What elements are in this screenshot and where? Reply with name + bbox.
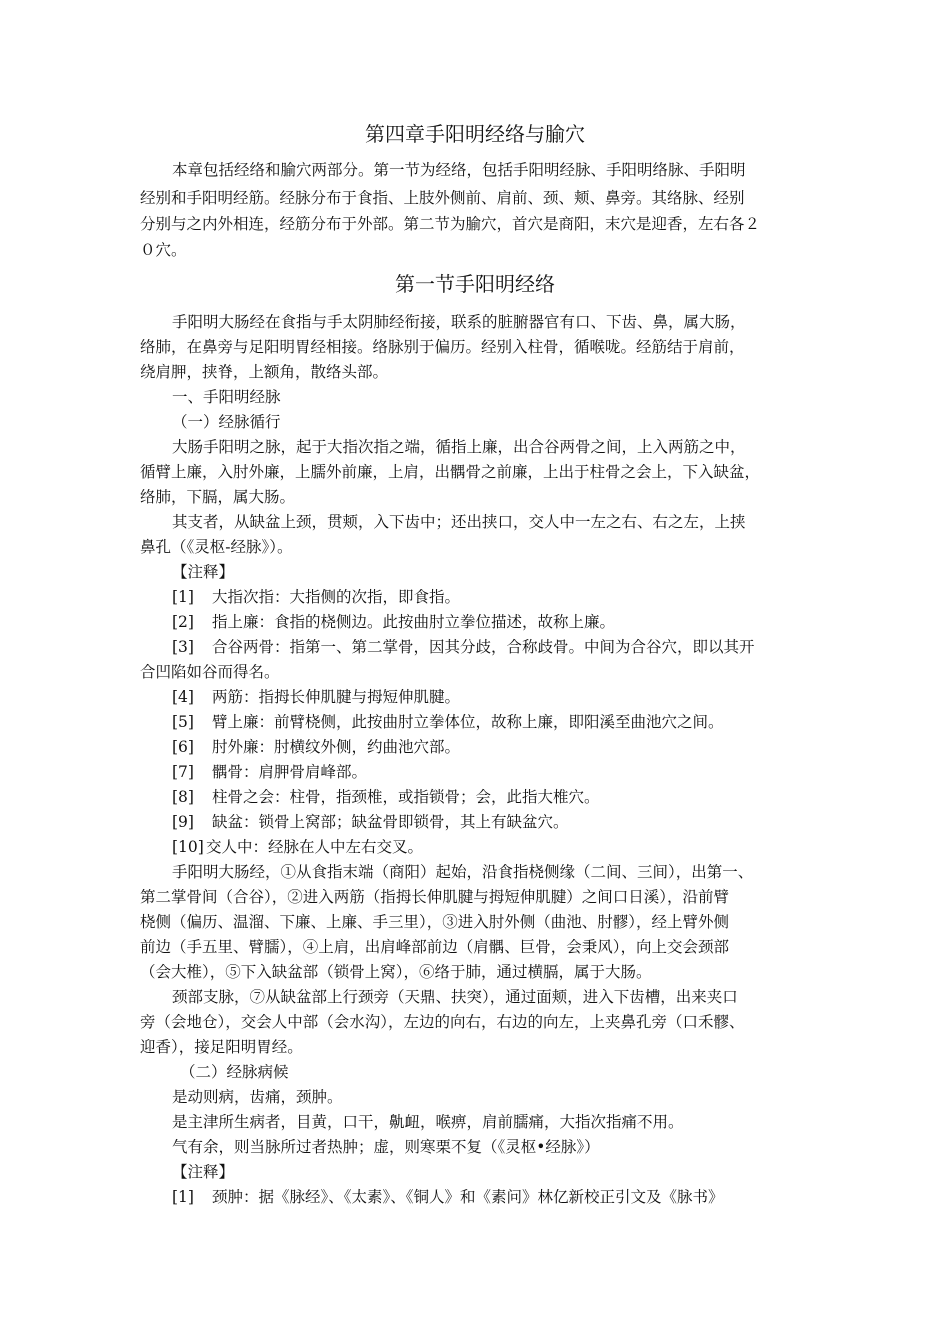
note-text: 指上廉：食指的桡侧边。此按曲肘立拳位描述，故称上廉。 (212, 613, 616, 631)
classic-line: 大肠手阳明之脉，起于大指次指之端，循指上廉，出合谷两骨之间，上入两筋之中， (172, 438, 746, 456)
disease-line: 气有余，则当脉所过者热肿；虚，则寒栗不复（《灵枢•经脉》） (172, 1138, 600, 1156)
note-item (172, 635, 830, 659)
explain-line: （会大椎），⑤下入缺盆部（锁骨上窝），⑥络于肺，通过横膈，属于大肠。 (140, 963, 652, 981)
note-text: 交人中：经脉在人中左右交叉。 (206, 838, 424, 856)
section-intro-line: 络肺，在鼻旁与足阳明胃经相接。络脉别于偏历。经别入柱骨，循喉咙。经筋结于肩前， (140, 338, 745, 356)
note-number: [7] (172, 763, 194, 781)
explain-line: 前边（手五里、臂臑），④上肩，出肩峰部前边（肩髃、巨骨，会秉风），向上交会颈部 (140, 938, 730, 956)
note-text: 肘外廉：肘横纹外侧，约曲池穴部。 (212, 738, 461, 756)
intro-line: 本章包括经络和腧穴两部分。第一节为经络，包括手阳明经脉、手阳明络脉、手阳明 (172, 161, 746, 179)
note-number: [10] (172, 838, 204, 856)
note-item (172, 735, 830, 759)
section-intro-line: 绕肩胛，挟脊，上额角，散络头部。 (140, 363, 389, 381)
notes-heading: 【注释】 (172, 1163, 235, 1181)
classic-line: 络肺，下膈，属大肠。 (140, 488, 296, 506)
note-number: [6] (172, 738, 194, 756)
subheading: 一、手阳明经脉 (172, 388, 281, 406)
note-text: 合谷两骨：指第一、第二掌骨，因其分歧，合称歧骨。中间为合谷穴，即以其开 (212, 638, 755, 656)
note-item (172, 710, 830, 734)
intro-line: ０穴。 (140, 241, 187, 259)
note-text: 臂上廉：前臂桡侧，此按曲肘立拳体位，故称上廉，即阳溪至曲池穴之间。 (212, 713, 724, 731)
section-intro-line: 手阳明大肠经在食指与手太阴肺经衔接，联系的脏腑器官有口、下齿、鼻，属大肠， (172, 313, 746, 331)
branch-line: 其支者，从缺盆上颈，贯颊，入下齿中；还出挟口，交人中一左之右、右之左，上挟 (172, 513, 746, 531)
note-item (172, 785, 830, 809)
note-item (172, 810, 830, 834)
subheading: （一）经脉循行 (172, 413, 281, 431)
intro-line: 分别与之内外相连，经筋分布于外部。第二节为腧穴，首穴是商阳，末穴是迎香，左右各２ (140, 215, 761, 233)
note-number: [2] (172, 613, 194, 631)
branch-explain-line: 颈部支脉，⑦从缺盆部上行颈旁（天鼎、扶突），通过面颊，进入下齿槽，出来夹口 (172, 988, 738, 1006)
subheading: （二）经脉病候 (180, 1063, 289, 1081)
notes-heading: 【注释】 (172, 563, 235, 581)
branch-line: 鼻孔（《灵枢-经脉》）。 (140, 538, 293, 556)
note-item (172, 610, 830, 634)
note-text: 颈肿：据《脉经》、《太素》、《铜人》和《素问》林亿新校正引文及《脉书》 (212, 1188, 724, 1206)
note-number: [9] (172, 813, 194, 831)
note-number: [1] (172, 588, 194, 606)
branch-explain-line: 迎香），接足阳明胃经。 (140, 1038, 303, 1056)
note-continuation: 合凹陷如谷而得名。 (140, 663, 280, 681)
note-item (172, 585, 830, 609)
note-number: [3] (172, 638, 194, 656)
branch-explain-line: 旁（会地仓），交会人中部（会水沟），左边的向右，右边的向左，上夹鼻孔旁（口禾髎、 (140, 1013, 745, 1031)
note-item (172, 760, 830, 784)
note-number: [8] (172, 788, 194, 806)
note-text: 缺盆：锁骨上窝部；缺盆骨即锁骨，其上有缺盆穴。 (212, 813, 569, 831)
chapter-title: 第四章手阳明经络与腧穴 (365, 122, 585, 146)
note-number: [4] (172, 688, 194, 706)
note-item (172, 685, 830, 709)
note-text: 柱骨之会：柱骨，指颈椎，或指锁骨；会，此指大椎穴。 (212, 788, 600, 806)
note-item (172, 1185, 830, 1209)
classic-line: 循臂上廉，入肘外廉，上臑外前廉，上肩，出髃骨之前廉，上出于柱骨之会上，下入缺盆， (140, 463, 761, 481)
note-number: [5] (172, 713, 194, 731)
section-title: 第一节手阳明经络 (395, 272, 555, 296)
explain-line: 手阳明大肠经，①从食指末端（商阳）起始，沿食指桡侧缘（二间、三间），出第一、 (172, 863, 754, 881)
note-text: 髃骨：肩胛骨肩峰部。 (212, 763, 368, 781)
note-number: [1] (172, 1188, 194, 1206)
intro-line: 经别和手阳明经筋。经脉分布于食指、上肢外侧前、肩前、颈、颊、鼻旁。其络脉、经别 (140, 189, 745, 207)
note-item (172, 835, 830, 859)
explain-line: 第二掌骨间（合谷），②进入两筋（指拇长伸肌腱与拇短伸肌腱）之间口日溪），沿前臂 (140, 888, 730, 906)
note-text: 两筋：指拇长伸肌腱与拇短伸肌腱。 (212, 688, 461, 706)
explain-line: 桡侧（偏历、温溜、下廉、上廉、手三里），③进入肘外侧（曲池、肘髎），经上臂外侧 (140, 913, 730, 931)
disease-line: 是主津所生病者，目黄，口干，鼽衄，喉痹，肩前臑痛，大指次指痛不用。 (172, 1113, 684, 1131)
note-text: 大指次指：大指侧的次指，即食指。 (212, 588, 461, 606)
disease-line: 是动则病，齿痛，颈肿。 (172, 1088, 343, 1106)
